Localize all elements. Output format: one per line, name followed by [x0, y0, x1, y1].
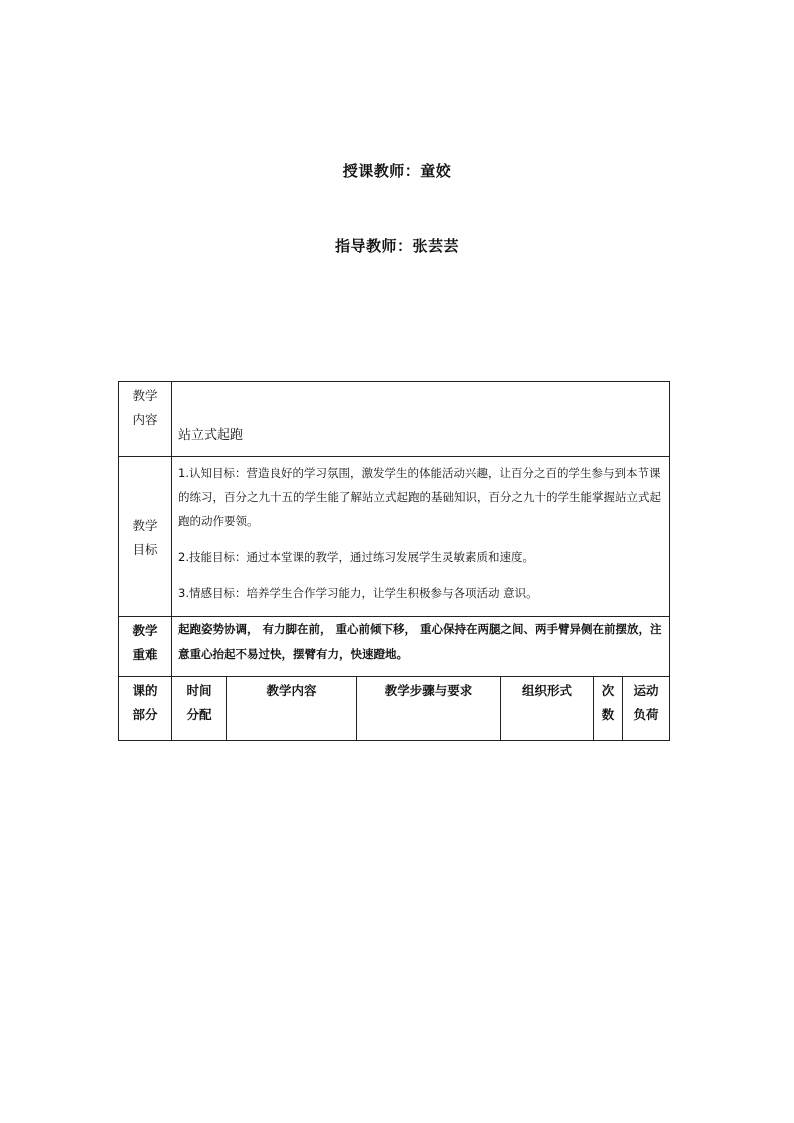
goals-row [119, 457, 670, 617]
difficulty-label: 教学 重难 [119, 617, 172, 677]
column-header-row [119, 677, 670, 741]
col-section: 课的 部分 [119, 677, 172, 741]
content-label: 教学 内容 [119, 382, 172, 457]
goals-label: 教学 目标 [119, 457, 172, 617]
difficulty-text: 起跑姿势协调， 有力脚在前， 重心前倾下移， 重心保持在两腿之间、两手臂异侧在前摆放，注意重心抬起不易过快，摆臂有力，快速蹬地。 [178, 622, 662, 661]
content-value: 站立式起跑 [178, 428, 244, 443]
col-time: 时间 分配 [172, 677, 227, 741]
goal-emotion: 3.情感目标：培养学生合作学习能力，让学生积极参与各项活动 意识。 [178, 586, 538, 600]
col-load: 运动 负荷 [623, 677, 670, 741]
goals-cell [172, 457, 670, 617]
col-content: 教学内容 [227, 677, 357, 741]
advisor-title: 指导教师：张芸芸 [334, 237, 459, 255]
col-count: 次 数 [594, 677, 623, 741]
content-value-cell [172, 382, 670, 457]
lesson-plan-table [118, 381, 670, 741]
goal-cognitive: 1.认知目标：营造良好的学习氛围，激发学生的体能活动兴趣，让百分之百的学生参与到本节课的练习，百分之九十五的学生能了解站立式起跑的基础知识，百分之九十的学生能掌握站立式起跑的动作要领。 [178, 466, 661, 528]
content-row [119, 382, 670, 457]
goal-skill: 2.技能目标：通过本堂课的教学，通过练习发展学生灵敏素质和速度。 [178, 550, 534, 564]
teacher-title: 授课教师：童姣 [342, 162, 452, 180]
difficulty-cell [172, 617, 670, 677]
col-organization: 组织形式 [501, 677, 594, 741]
difficulty-row [119, 617, 670, 677]
col-steps: 教学步骤与要求 [357, 677, 501, 741]
